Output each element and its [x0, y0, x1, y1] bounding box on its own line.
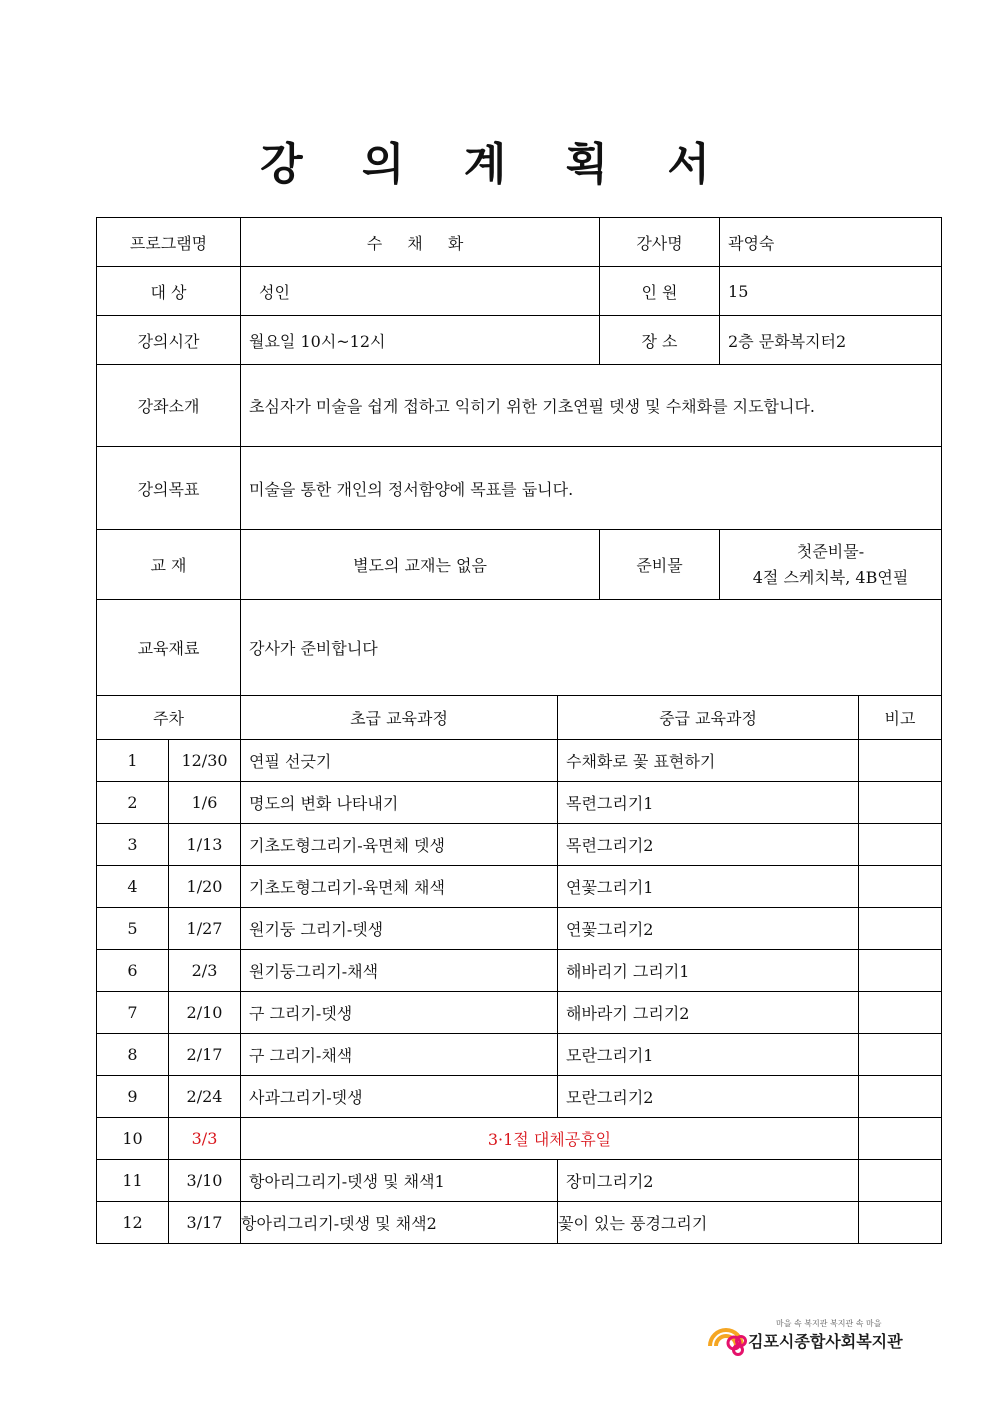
schedule-row — [97, 782, 942, 824]
material-value: 강사가 준비합니다 — [241, 600, 942, 696]
week-date: 2/24 — [169, 1076, 241, 1118]
textbook-label: 교 재 — [97, 530, 241, 600]
lecture-plan-table — [96, 217, 942, 1244]
note-cell — [859, 866, 942, 908]
week-date: 12/30 — [169, 740, 241, 782]
header-week: 주차 — [97, 696, 241, 740]
place-label: 장 소 — [600, 316, 720, 365]
time-label: 강의시간 — [97, 316, 241, 365]
target-row — [97, 267, 942, 316]
week-date: 2/10 — [169, 992, 241, 1034]
instructor-value: 곽영숙 — [720, 218, 942, 267]
material-row — [97, 600, 942, 696]
logo-flower-petal-3 — [734, 1346, 743, 1355]
week-number: 4 — [97, 866, 169, 908]
instructor-label: 강사명 — [600, 218, 720, 267]
document-title: 강 의 계 획 서 — [260, 139, 732, 190]
holiday-notice: 3·1절 대체공휴일 — [241, 1118, 859, 1160]
prep-value — [720, 530, 942, 600]
headcount-value: 15 — [720, 267, 942, 316]
time-value: 월요일 10시~12시 — [241, 316, 600, 365]
header-intermediate: 중급 교육과정 — [558, 696, 859, 740]
place-value: 2층 문화복지터2 — [720, 316, 942, 365]
target-value: 성인 — [241, 267, 600, 316]
basic-course: 기초도형그리기-육면체 뎃생 — [241, 824, 558, 866]
schedule-row — [97, 824, 942, 866]
intermediate-course: 꽃이 있는 풍경그리기 — [558, 1202, 859, 1244]
schedule-row — [97, 908, 942, 950]
logo-tagline: 마을 속 복지관 복지관 속 마을 — [776, 1319, 882, 1328]
week-date: 3/3 — [169, 1118, 241, 1160]
textbook-value: 별도의 교재는 없음 — [241, 530, 600, 600]
basic-course: 원기둥 그리기-뎃생 — [241, 908, 558, 950]
note-cell — [859, 908, 942, 950]
week-number: 3 — [97, 824, 169, 866]
headcount-label: 인 원 — [600, 267, 720, 316]
time-row — [97, 316, 942, 365]
week-date: 1/20 — [169, 866, 241, 908]
schedule-row — [97, 740, 942, 782]
schedule-row — [97, 866, 942, 908]
note-cell — [859, 1118, 942, 1160]
goal-row — [97, 447, 942, 530]
intermediate-course: 목련그리기2 — [558, 824, 859, 866]
header-note: 비고 — [859, 696, 942, 740]
note-cell — [859, 992, 942, 1034]
target-label: 대 상 — [97, 267, 241, 316]
week-date: 2/17 — [169, 1034, 241, 1076]
week-date: 1/6 — [169, 782, 241, 824]
intermediate-course: 해바리기 그리기1 — [558, 950, 859, 992]
note-cell — [859, 1202, 942, 1244]
week-number: 9 — [97, 1076, 169, 1118]
week-date: 1/13 — [169, 824, 241, 866]
prep-line-2: 4절 스케치북, 4B연필 — [752, 567, 909, 587]
note-cell — [859, 950, 942, 992]
schedule-row — [97, 1202, 942, 1244]
week-number: 7 — [97, 992, 169, 1034]
goal-value: 미술을 통한 개인의 정서함양에 목표를 둡니다. — [241, 447, 942, 530]
week-number: 10 — [97, 1118, 169, 1160]
note-cell — [859, 1076, 942, 1118]
intro-row — [97, 365, 942, 447]
intro-label: 강좌소개 — [97, 365, 241, 447]
program-value: 수 채 화 — [241, 218, 600, 267]
schedule-row — [97, 950, 942, 992]
intermediate-course: 연꽃그리기1 — [558, 866, 859, 908]
schedule-header-row — [97, 696, 942, 740]
note-cell — [859, 782, 942, 824]
material-label: 교육재료 — [97, 600, 241, 696]
basic-course: 항아리그리기-뎃생 및 채색1 — [241, 1160, 558, 1202]
logo-name: 김포시종합사회복지관 — [748, 1332, 903, 1351]
intermediate-course: 장미그리기2 — [558, 1160, 859, 1202]
prep-line-1: 첫준비물- — [796, 541, 865, 561]
program-row — [97, 218, 942, 267]
note-cell — [859, 1160, 942, 1202]
basic-course: 항아리그리기-뎃생 및 채색2 — [241, 1202, 558, 1244]
note-cell — [859, 824, 942, 866]
basic-course: 연필 선긋기 — [241, 740, 558, 782]
week-number: 5 — [97, 908, 169, 950]
basic-course: 구 그리기-채색 — [241, 1034, 558, 1076]
intermediate-course: 연꽃그리기2 — [558, 908, 859, 950]
schedule-row — [97, 1034, 942, 1076]
header-basic: 초급 교육과정 — [241, 696, 558, 740]
basic-course: 사과그리기-뎃생 — [241, 1076, 558, 1118]
week-number: 8 — [97, 1034, 169, 1076]
week-number: 1 — [97, 740, 169, 782]
schedule-row — [97, 992, 942, 1034]
week-number: 11 — [97, 1160, 169, 1202]
prep-label: 준비물 — [600, 530, 720, 600]
schedule-row — [97, 1160, 942, 1202]
schedule-row — [97, 1076, 942, 1118]
week-date: 2/3 — [169, 950, 241, 992]
week-date: 1/27 — [169, 908, 241, 950]
goal-label: 강의목표 — [97, 447, 241, 530]
week-number: 12 — [97, 1202, 169, 1244]
basic-course: 기초도형그리기-육면체 채색 — [241, 866, 558, 908]
week-date: 3/17 — [169, 1202, 241, 1244]
textbook-row — [97, 530, 942, 600]
intro-value: 초심자가 미술을 쉽게 접하고 익히기 위한 기초연필 뎃생 및 수채화를 지도합니다. — [241, 365, 942, 447]
week-number: 6 — [97, 950, 169, 992]
week-number: 2 — [97, 782, 169, 824]
note-cell — [859, 1034, 942, 1076]
intermediate-course: 목련그리기1 — [558, 782, 859, 824]
intermediate-course: 모란그리기1 — [558, 1034, 859, 1076]
week-date: 3/10 — [169, 1160, 241, 1202]
schedule-row-holiday — [97, 1118, 942, 1160]
basic-course: 구 그리기-뎃생 — [241, 992, 558, 1034]
basic-course: 명도의 변화 나타내기 — [241, 782, 558, 824]
program-label: 프로그램명 — [97, 218, 241, 267]
intermediate-course: 수채화로 꽃 표현하기 — [558, 740, 859, 782]
intermediate-course: 모란그리기2 — [558, 1076, 859, 1118]
intermediate-course: 해바라기 그리기2 — [558, 992, 859, 1034]
note-cell — [859, 740, 942, 782]
basic-course: 원기둥그리기-채색 — [241, 950, 558, 992]
